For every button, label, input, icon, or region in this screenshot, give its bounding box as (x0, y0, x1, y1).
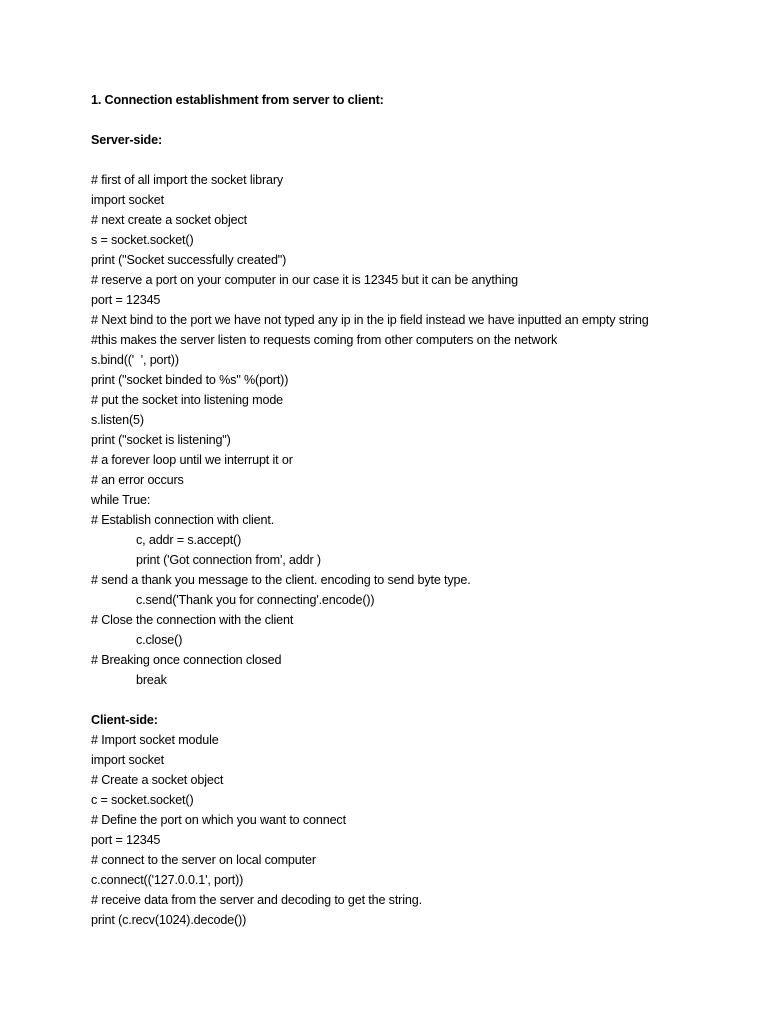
server-code-line: c.close() (136, 633, 183, 647)
client-code-line: # Create a socket object (91, 773, 224, 787)
server-code-line: # put the socket into listening mode (91, 393, 284, 407)
server-code-line: c.send('Thank you for connecting'.encode()) (136, 593, 375, 607)
client-code-line: print (c.recv(1024).decode()) (91, 913, 247, 927)
server-code-line: import socket (91, 193, 164, 207)
server-code-line: c, addr = s.accept() (136, 533, 242, 547)
client-code-line: c.connect(('127.0.0.1', port)) (91, 873, 244, 887)
server-code-line: # Establish connection with client. (91, 513, 275, 527)
server-side-label: Server-side: (91, 133, 163, 147)
client-code-line: import socket (91, 753, 164, 767)
client-code-line: # Define the port on which you want to connect (91, 813, 346, 827)
server-code-block (91, 170, 751, 690)
document-content (91, 90, 751, 930)
client-side-label: Client-side: (91, 713, 158, 727)
server-code-line: port = 12345 (91, 293, 161, 307)
server-code-line: # a forever loop until we interrupt it or (91, 453, 293, 467)
client-code-line: port = 12345 (91, 833, 161, 847)
client-code-line: # Import socket module (91, 733, 219, 747)
client-code-block (91, 730, 751, 930)
client-code-line: # connect to the server on local computer (91, 853, 316, 867)
server-code-line: print ("Socket successfully created") (91, 253, 287, 267)
server-code-line: s = socket.socket() (91, 233, 194, 247)
spacer (91, 110, 751, 130)
server-code-line: break (136, 673, 167, 687)
server-code-line: # first of all import the socket library (91, 173, 284, 187)
server-code-line: print ("socket is listening") (91, 433, 231, 447)
server-code-line: # next create a socket object (91, 213, 247, 227)
client-code-line: c = socket.socket() (91, 793, 194, 807)
server-code-line: # Breaking once connection closed (91, 653, 282, 667)
server-code-line: #this makes the server listen to requests coming from other computers on the network (91, 333, 558, 347)
server-code-line: # reserve a port on your computer in our case it is 12345 but it can be anything (91, 273, 518, 287)
server-code-line: s.bind((' ', port)) (91, 353, 179, 367)
server-code-line: # Close the connection with the client (91, 613, 294, 627)
spacer (91, 690, 751, 710)
client-code-line: # receive data from the server and decoding to get the string. (91, 893, 422, 907)
server-code-line: # Next bind to the port we have not typed any ip in the ip field instead we have inputted an empty string (91, 313, 649, 327)
server-code-line: print ('Got connection from', addr ) (136, 553, 321, 567)
server-code-line: s.listen(5) (91, 413, 144, 427)
server-code-line: # an error occurs (91, 473, 184, 487)
section-heading: 1. Connection establishment from server to client: (91, 93, 384, 107)
server-code-line: while True: (91, 493, 151, 507)
spacer (91, 150, 751, 170)
server-code-line: print ("socket binded to %s" %(port)) (91, 373, 289, 387)
server-code-line: # send a thank you message to the client. encoding to send byte type. (91, 573, 471, 587)
